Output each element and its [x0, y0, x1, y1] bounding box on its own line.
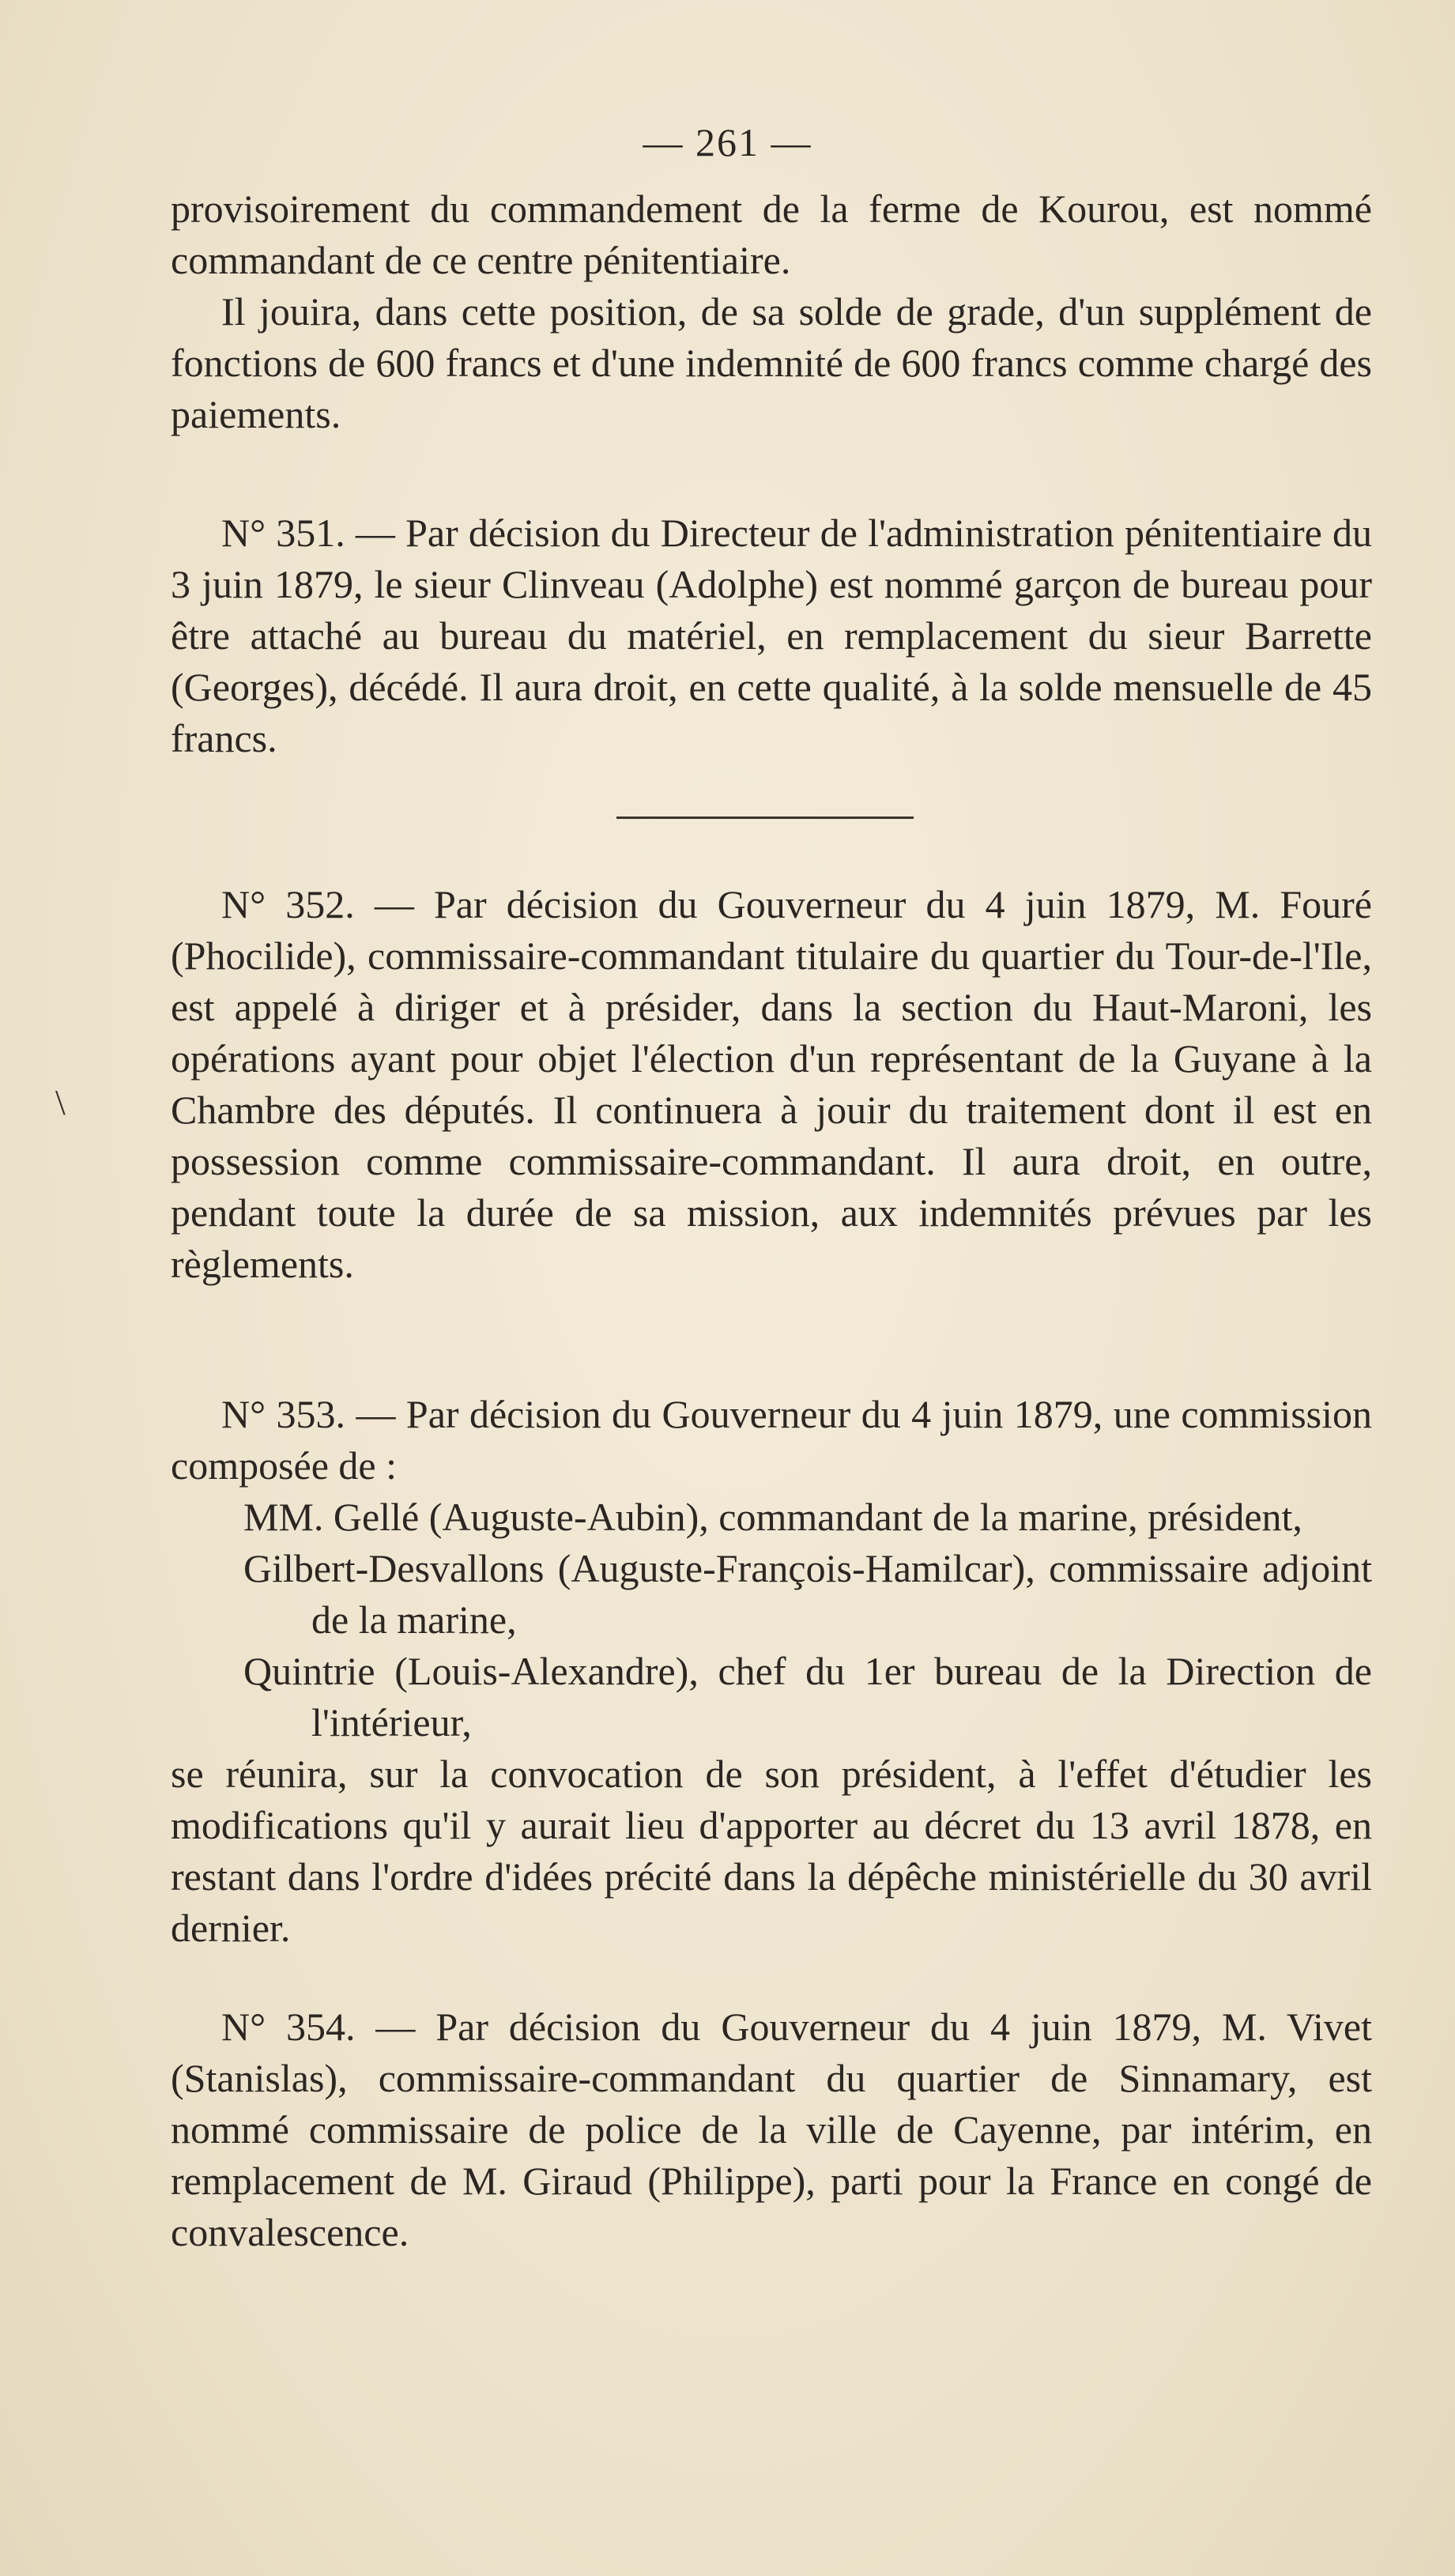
decision-351	[171, 507, 1372, 764]
decision-353	[171, 1389, 1372, 1954]
intro-paragraph-1: provisoirement du commandement de la ferme de Kourou, est nommé commandant de ce centre pénitentiaire.	[171, 187, 1372, 282]
intro-section	[171, 183, 1372, 440]
decision-353-closing: se réunira, sur la convocation de son président, à l'effet d'étudier les modifications qu'il y aurait lieu d'apporter au décret du 13 avril 1878, en restant dans l'ordre d'idées précité dans la dépêche ministérielle du 30 avril dernier.	[171, 1752, 1372, 1950]
decision-354	[171, 2001, 1372, 2258]
decision-354-text: N° 354. — Par décision du Gouverneur du 4 juin 1879, M. Vivet (Stanislas), commissaire-commandant du quartier de Sinnamary, est nommé commissaire de police de la ville de Cayenne, par intérim, en remplacement de M. Giraud (Philippe), parti pour la France en congé de convalescence.	[171, 2005, 1372, 2254]
decision-352-text: N° 352. — Par décision du Gouverneur du 4 juin 1879, M. Fouré (Phocilide), commissaire-commandant titulaire du quartier du Tour-de-l'Ile, est appelé à diriger et à présider, dans la section du Haut-Maroni, les opérations ayant pour objet l'élection d'un représentant de la Guyane à la Chambre des députés. Il continuera à jouir du traitement dont il est en possession comme commissaire-commandant. Il aura droit, en outre, pendant toute la durée de sa mission, aux indemnités prévues par les règlements.	[171, 882, 1372, 1286]
margin-mark: \	[55, 1082, 66, 1122]
decision-352	[171, 879, 1372, 1290]
commission-member-2: Gilbert-Desvallons (Auguste-François-Hamilcar), commissaire adjoint de la marine,	[243, 1546, 1372, 1642]
section-divider	[616, 817, 914, 819]
commission-member-3: Quintrie (Louis-Alexandre), chef du 1er bureau de la Direction de l'intérieur,	[243, 1649, 1372, 1744]
commission-member-1: MM. Gellé (Auguste-Aubin), commandant de la marine, président,	[243, 1495, 1302, 1539]
page-number: — 261 —	[643, 120, 812, 164]
decision-353-intro: N° 353. — Par décision du Gouverneur du 4 juin 1879, une commission composée de :	[171, 1392, 1372, 1488]
decision-351-text: N° 351. — Par décision du Directeur de l'administration pénitentiaire du 3 juin 1879, le sieur Clinveau (Adolphe) est nommé garçon de bureau pour être attaché au bureau du matériel, en remplacement du sieur Barrette (Georges), décédé. Il aura droit, en cette qualité, à la solde mensuelle de 45 francs.	[171, 511, 1372, 760]
intro-paragraph-2: Il jouira, dans cette position, de sa solde de grade, d'un supplément de fonctions de 600 francs et d'une indemnité de 600 francs comme chargé des paiements.	[171, 289, 1372, 436]
